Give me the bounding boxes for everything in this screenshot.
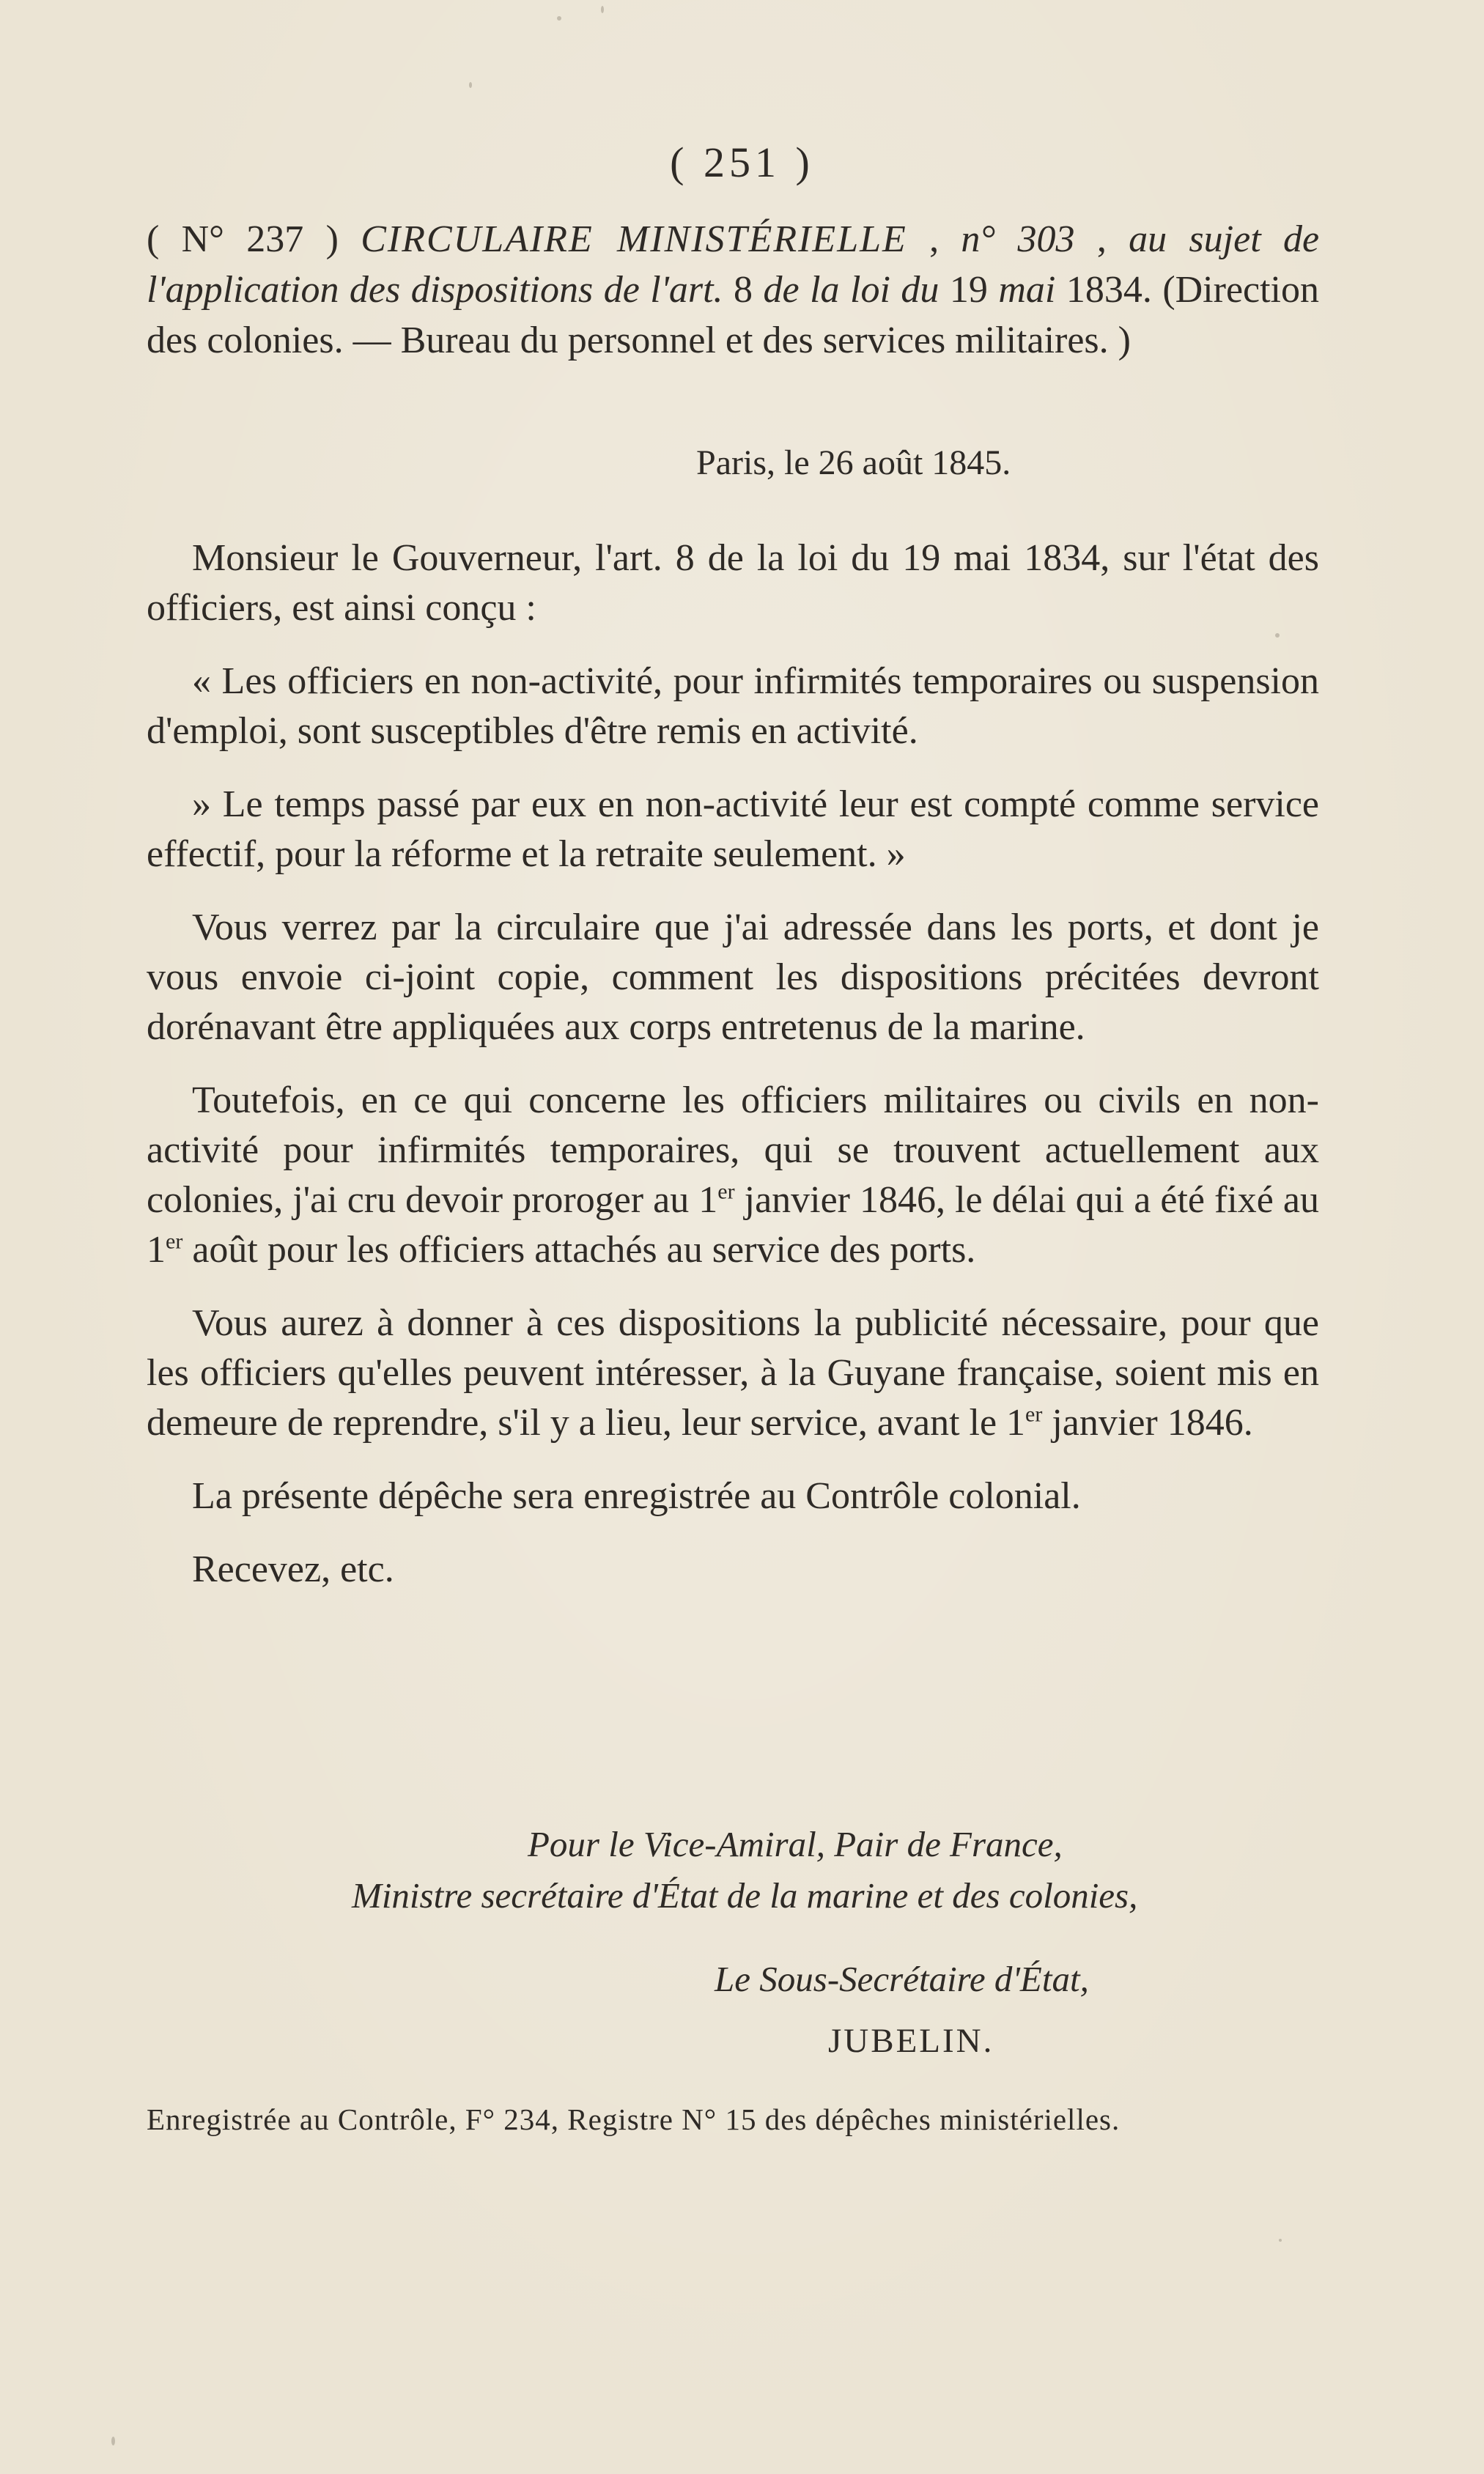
paragraph — [147, 1299, 1319, 1448]
heading-direction: 1834. (Direction des colonies. — Bureau du personnel et des services militaires. ) — [147, 269, 1319, 361]
circular-reference: n° 303 — [961, 218, 1075, 260]
article-number: 8 — [723, 269, 764, 311]
paragraph: Monsieur le Gouverneur, l'art. 8 de la loi du 19 mai 1834, sur l'état des officiers, est ainsi conçu : — [147, 537, 1319, 629]
heading-separator: , — [907, 218, 961, 260]
page-number: ( 251 ) — [670, 139, 814, 186]
ordinal-superscript: er — [1025, 1402, 1043, 1427]
paragraph-text: août pour les officiers attachés au service des ports. — [182, 1229, 976, 1271]
quoted-paragraph: » Le temps passé par eux en non-activité leur est compté comme service effectif, pour la réforme et la retraite seulement. » — [147, 783, 1319, 875]
circular-heading — [147, 214, 1319, 366]
paragraph-text: Toutefois, en ce qui concerne les officiers militaires ou civils en non-activité pour infirmités temporaires, qui se trouvent actuellement aux colonies, j'ai cru devoir proroger au 1 — [147, 1079, 1319, 1221]
ordinal-superscript: er — [717, 1179, 735, 1204]
quoted-paragraph: « Les officiers en non-activité, pour infirmités temporaires ou suspension d'emploi, sont susceptibles d'être remis en activité. — [147, 660, 1319, 752]
signature-line: Le Sous-Secrétaire d'État, — [715, 1959, 1089, 1999]
paragraph: La présente dépêche sera enregistrée au Contrôle colonial. — [192, 1475, 1081, 1517]
letter-body — [147, 533, 1319, 1618]
paragraph-text: Vous aurez à donner à ces dispositions la publicité nécessaire, pour que les officiers qu'elles peuvent intéresser, à la Guyane française, soient mis en demeure de reprendre, s'il y a lieu, leur service, avant le 1 — [147, 1302, 1319, 1444]
signature-line: Ministre secrétaire d'État de la marine et des colonies, — [352, 1875, 1138, 1916]
paragraph-text: janvier 1846. — [1042, 1402, 1253, 1444]
circular-subject: au sujet de l'application des dispositions de l'art. — [147, 218, 1320, 311]
closing-formula: Recevez, etc. — [192, 1548, 394, 1590]
law-month: mai — [998, 269, 1056, 311]
signature-line: Pour le Vice-Amiral, Pair de France, — [528, 1824, 1063, 1864]
law-day: 19 — [939, 269, 999, 311]
paragraph — [147, 1076, 1319, 1275]
paragraph-text: janvier 1846, le délai qui a été fixé au 1 — [147, 1179, 1320, 1271]
circular-number: ( N° 237 ) — [147, 218, 339, 260]
paragraph: Vous verrez par la circulaire que j'ai adressée dans les ports, et dont je vous envoie ci-joint copie, comment les dispositions précitées devront dorénavant être appliquées aux corps entretenus de la marine. — [147, 906, 1319, 1048]
dateline: Paris, le 26 août 1845. — [696, 443, 1011, 482]
circular-title: CIRCULAIRE MINISTÉRIELLE — [361, 218, 907, 260]
law-reference: de la loi du — [763, 269, 940, 311]
heading-separator: , — [1074, 218, 1129, 260]
registration-footer: Enregistrée au Contrôle, F° 234, Registre N° 15 des dépêches ministérielles. — [147, 2102, 1121, 2136]
ordinal-superscript: er — [166, 1229, 183, 1254]
signatory-name: JUBELIN. — [828, 2022, 994, 2060]
signature-block — [147, 1819, 1319, 2067]
